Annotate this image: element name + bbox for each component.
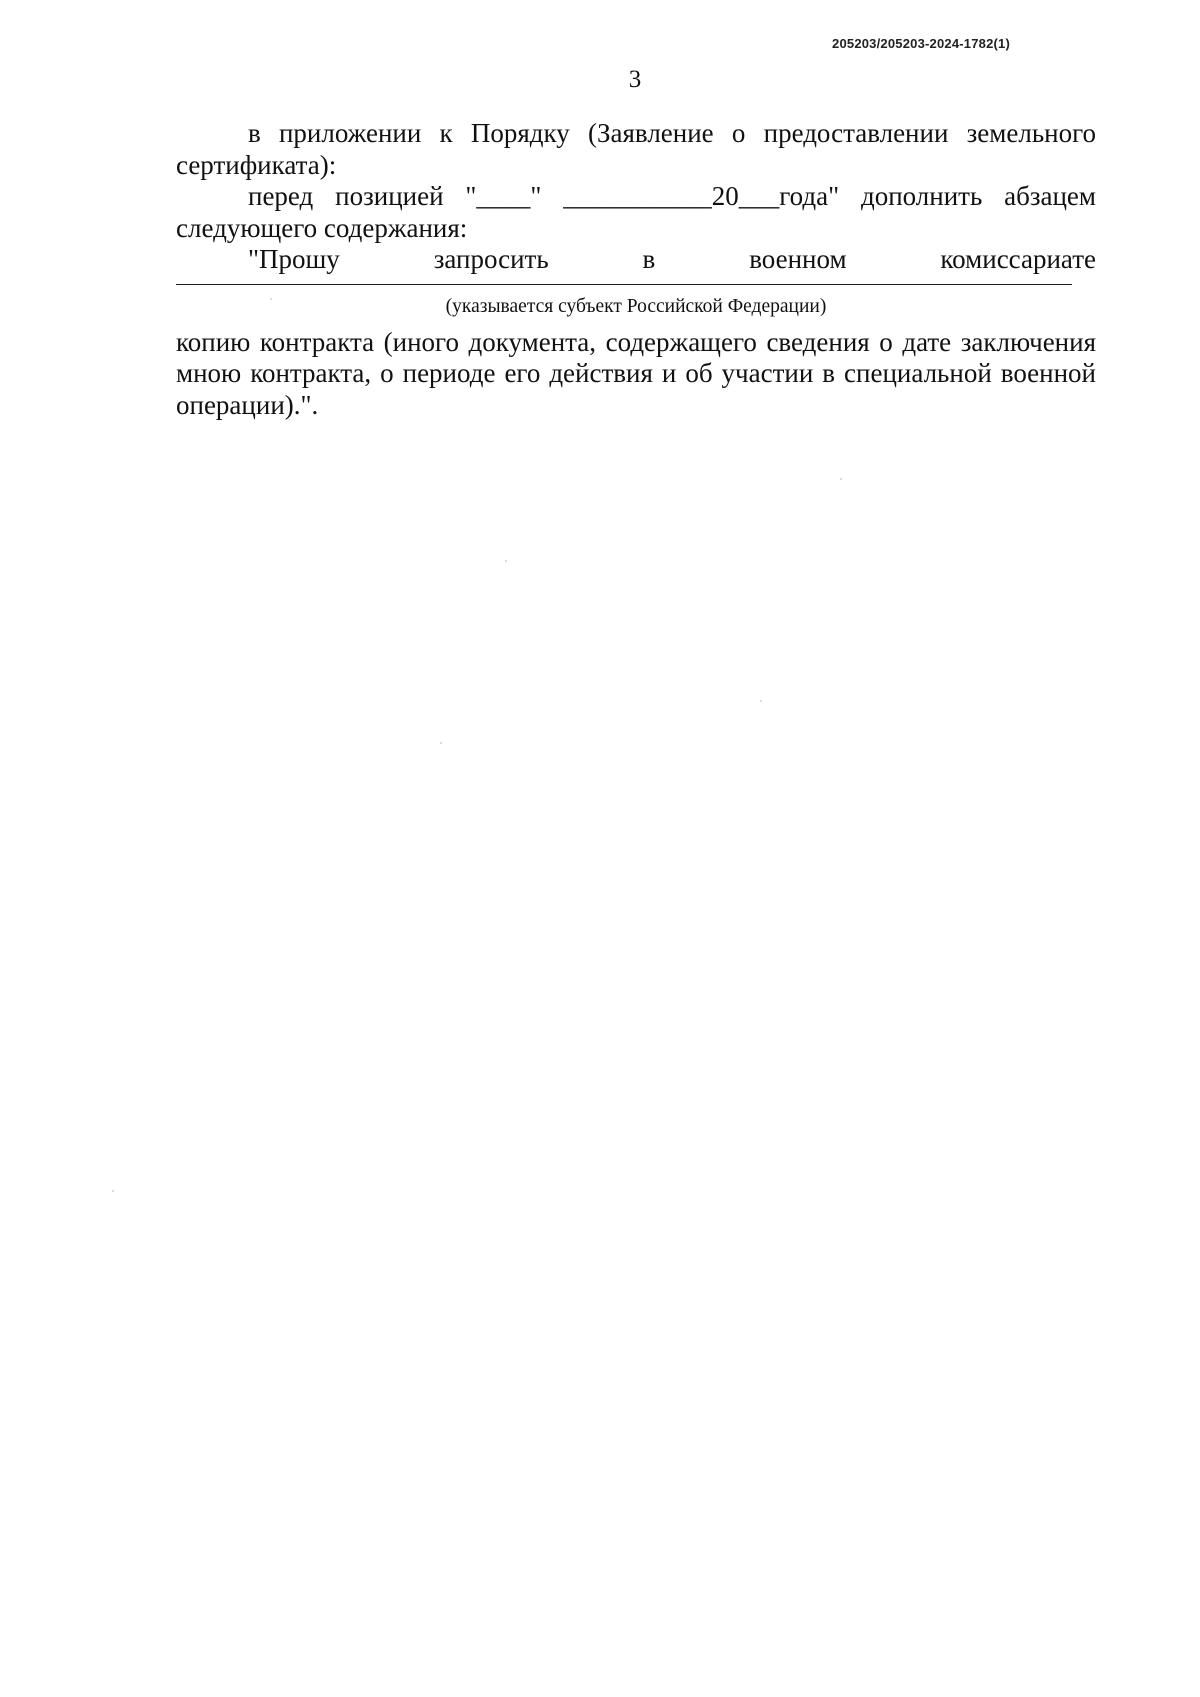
scan-speck — [440, 742, 442, 744]
scan-speck — [112, 1190, 114, 1192]
paragraph-contract-copy: копию контракта (иного документа, содержащего сведения о дате заключения мною контракта, о периоде его действия и об участии в специальной военной операции).". — [176, 326, 1096, 420]
page-number: 3 — [628, 66, 642, 93]
document-id: 205203/205203-2024-1782(1) — [832, 36, 1010, 51]
paragraph-request-start: "Прошу запросить в военном комиссариате — [248, 244, 1096, 274]
scan-speck — [760, 700, 762, 702]
document-body — [176, 118, 1096, 421]
paragraph-appendix: в приложении к Порядку (Заявление о предоставлении земельного сертификата): — [176, 118, 1096, 180]
scan-speck — [840, 478, 842, 480]
scan-speck — [505, 560, 507, 562]
scan-speck — [270, 298, 272, 300]
subject-fill-line — [176, 284, 1072, 285]
paragraph-before-position: перед позицией "____" ___________20___года" дополнить абзацем следующего содержания: — [176, 181, 1096, 243]
subject-caption: (указывается субъект Российской Федерации) — [445, 295, 827, 317]
